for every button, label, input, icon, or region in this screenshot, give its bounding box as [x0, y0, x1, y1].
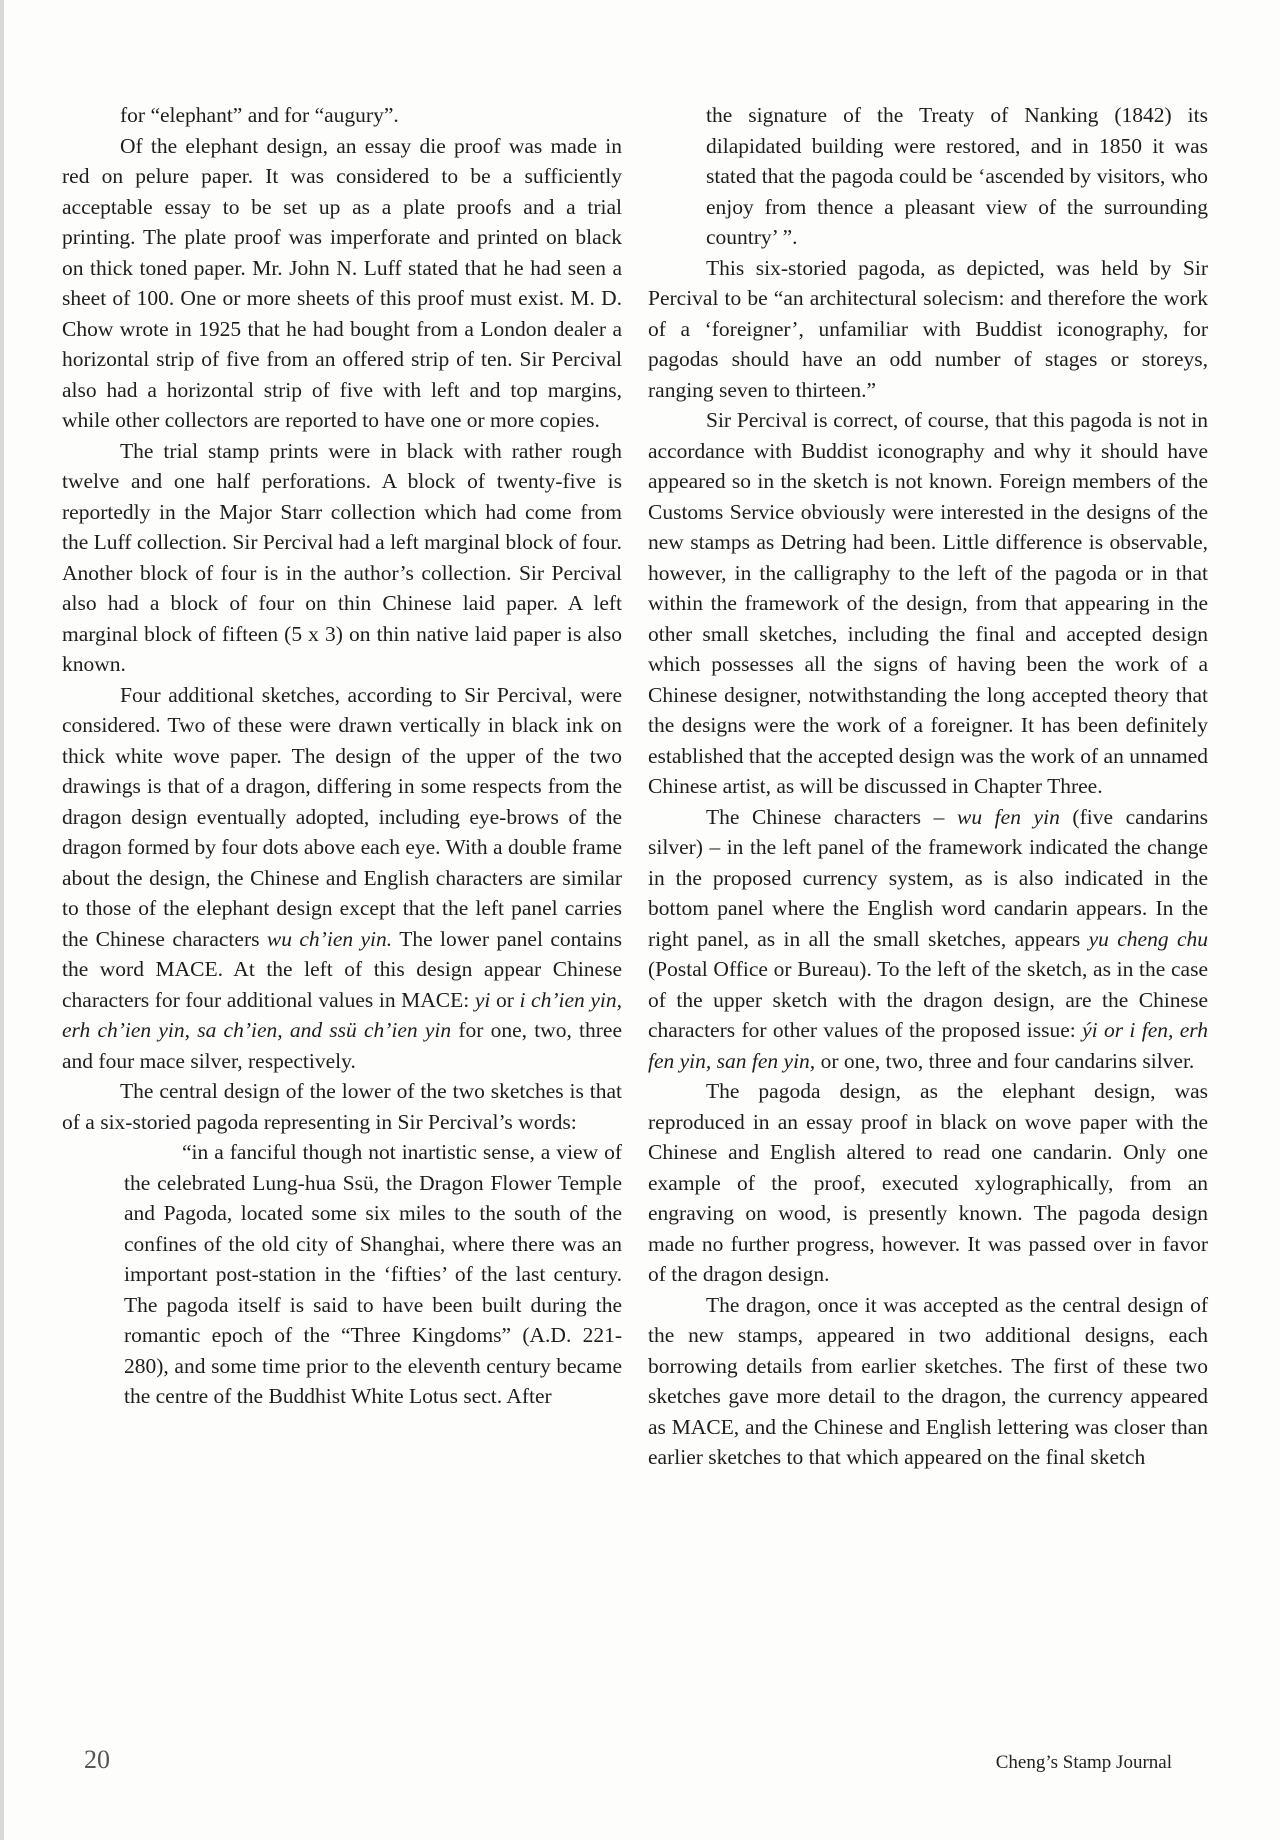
- paragraph: This six-storied pagoda, as depicted, was held by Sir Percival to be “an architectural solecism: and therefore the work of a ‘foreigner’, unfamiliar with Buddist iconography, for pagodas should have an odd number of stages or storeys, ranging seven to thirteen.”: [648, 255, 1208, 402]
- text-run: for one, two, three and four mace silver, respectively.: [62, 1018, 622, 1073]
- text-run: (Postal Office or Bureau). To the left of the sketch, as in the case of the upper sketch with the dragon design, are the Chinese characters for other values of the proposed issue:: [648, 957, 1208, 1042]
- text-run: (five candarins silver) – in the left panel of the framework indicated the change in the proposed currency system, as is also indicated in the bottom panel where the English word candarin appears. In the right panel, as in all the small sketches, appears: [648, 804, 1208, 951]
- italic-text: ýi or i fen, erh fen yin, san fen yin,: [648, 1018, 1208, 1073]
- italic-text: yi: [474, 987, 491, 1012]
- text-run: or one, two, three and four candarins silver.: [815, 1048, 1195, 1073]
- text-run: Four additional sketches, according to Sir Percival, were considered. Two of these were drawn vertically in black ink on thick white wove paper. The design of the upper of the two drawings is that of a dragon, differing in some respects from the dragon design eventually adopted, including eye-brows of the dragon formed by four dots above each eye. With a double frame about the design, the Chinese and English characters are similar to those of the elephant design except that the left panel carries the Chinese characters: [62, 682, 622, 951]
- block-quote: “in a fanciful though not inartistic sense, a view of the celebrated Lung-hua Ssü, the Dragon Flower Temple and Pagoda, located some six miles to the south of the confines of the old city of Shanghai, where there was an important post-station in the ‘fifties’ of the last century. The pagoda itself is said to have been built during the romantic epoch of the “Three Kingdoms” (A.D. 221-280), and some time prior to the eleventh century became the centre of the Buddhist White Lotus sect. After: [124, 1140, 622, 1408]
- text-run: The Chinese characters –: [706, 804, 957, 829]
- text-run: The lower panel contains the word MACE. At the left of this design appear Chinese characters for four additional values in MACE:: [62, 926, 623, 1012]
- page-number: 20: [84, 1745, 110, 1774]
- paragraph: Sir Percival is correct, of course, that this pagoda is not in accordance with Buddist iconography and why it should have appeared so in the sketch is not known. Foreign members of the Customs Service obviously were interested in the designs of the new stamps as Detring had been. Little difference is observable, however, in the calligraphy to the left of the pagoda or in that within the framework of the design, from that appearing in the other small sketches, including the final and accepted design which possesses all the signs of having been the work of a Chinese designer, notwithstanding the long accepted theory that the designs were the work of a foreigner. It has been definitely established that the accepted design was the work of an unnamed Chinese artist, as will be discussed in Chapter Three.: [648, 408, 1209, 798]
- quote-continuation: the signature of the Treaty of Nanking (1842) its dilapidated building were restored, and in 1850 it was stated that the pagoda could be ‘ascended by visitors, who enjoy from thence a pleasant view of the surrounding country’ ”.: [706, 103, 1208, 249]
- paragraph: [648, 802, 1208, 1077]
- paragraph: [62, 680, 622, 1077]
- paragraph: The pagoda design, as the elephant design, was reproduced in an essay proof in black on wove paper with the Chinese and English altered to read one candarin. Only one example of the proof, executed xylographically, from an engraving on wood, is presently known. The pagoda design made no further progress, however. It was passed over in favor of the dragon design.: [648, 1079, 1208, 1286]
- paragraph: The trial stamp prints were in black with rather rough twelve and one half perforations. A block of twenty-five is reportedly in the Major Starr collection which had come from the Luff collection. Sir Percival had a left marginal block of four. Another block of four is in the author’s collection. Sir Percival also had a block of four on thin Chinese laid paper. A left marginal block of fifteen (5 x 3) on thin native laid paper is also known.: [62, 438, 622, 676]
- paragraph: Of the elephant design, an essay die proof was made in red on pelure paper. It was considered to be a sufficiently acceptable essay to be set up as a plate proofs and a trial printing. The plate proof was imperforate and printed on black on thick toned paper. Mr. John N. Luff stated that he had seen a sheet of 100. One or more sheets of this proof must exist. M. D. Chow wrote in 1925 that he had bought from a London dealer a horizontal strip of five from an offered strip of ten. Sir Percival also had a horizontal strip of five with left and top margins, while other collectors are reported to have one or more copies.: [62, 133, 622, 432]
- page-edge: [0, 0, 4, 1840]
- journal-title: Cheng’s Stamp Journal: [995, 1752, 1172, 1773]
- paragraph: for “elephant” and for “augury”.: [120, 103, 399, 127]
- italic-text: wu ch’ien yin.: [266, 926, 393, 951]
- italic-text: wu fen yin: [956, 804, 1060, 829]
- left-column: [62, 100, 622, 1412]
- italic-text: yu cheng chu: [1088, 926, 1208, 951]
- paragraph: The dragon, once it was accepted as the central design of the new stamps, appeared in two additional designs, each borrowing details from earlier sketches. The first of these two sketches gave more detail to the dragon, the currency appeared as MACE, and the Chinese and English lettering was closer than earlier sketches to that which appeared on the final sketch: [648, 1292, 1208, 1469]
- text-run: or: [490, 987, 520, 1012]
- paragraph: The central design of the lower of the two sketches is that of a six-storied pagoda representing in Sir Percival’s words:: [62, 1079, 622, 1134]
- italic-text: i ch’ien yin, erh ch’ien yin, sa ch’ien, and ssü ch’ien yin: [62, 987, 622, 1042]
- right-column: [648, 100, 1208, 1473]
